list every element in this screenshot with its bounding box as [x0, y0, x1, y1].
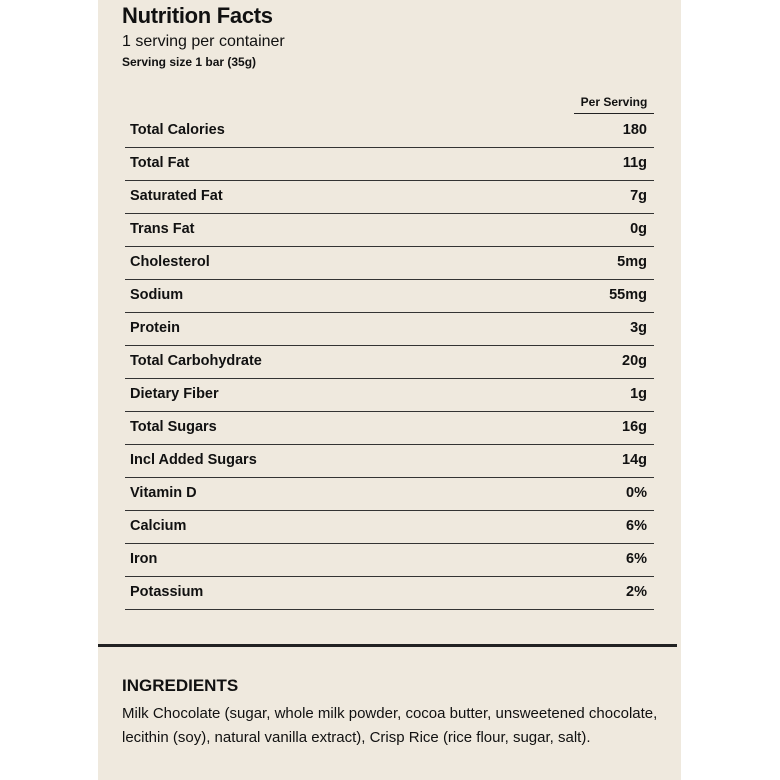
nutrient-row [125, 346, 654, 379]
nutrient-value: 55mg [609, 287, 647, 303]
nutrient-label: Total Calories [130, 122, 225, 138]
nutrient-value: 3g [630, 320, 647, 336]
servings-per-container: 1 serving per container [122, 33, 285, 50]
ingredients-text: Milk Chocolate (sugar, whole milk powder, cocoa butter, unsweetened chocolate, lecithin (soy), natural vanilla extract), Crisp Rice (rice flour, sugar, salt). [122, 705, 658, 746]
nutrient-value: 2% [626, 584, 647, 600]
nutrient-row [125, 115, 654, 148]
nutrient-label: Trans Fat [130, 221, 195, 237]
nutrient-label: Iron [130, 551, 158, 567]
nutrition-panel [98, 0, 681, 780]
nutrient-label: Calcium [130, 518, 187, 534]
nutrition-facts-title: Nutrition Facts [122, 3, 273, 28]
nutrient-table [125, 115, 654, 610]
nutrient-value: 1g [630, 386, 647, 402]
nutrient-row [125, 544, 654, 577]
nutrient-row [125, 280, 654, 313]
nutrient-value: 11g [622, 155, 647, 171]
nutrient-row [125, 445, 654, 478]
nutrient-row [125, 478, 654, 511]
nutrient-value: 6% [626, 551, 647, 567]
nutrient-row [125, 577, 654, 610]
nutrient-label: Total Fat [130, 155, 190, 171]
nutrient-row [125, 379, 654, 412]
nutrient-row [125, 511, 654, 544]
nutrient-label: Protein [130, 320, 180, 336]
nutrient-row [125, 247, 654, 280]
nutrient-row [125, 214, 654, 247]
nutrient-value: 20g [622, 353, 647, 369]
nutrient-value: 6% [626, 518, 647, 534]
nutrient-value: 0% [626, 485, 647, 501]
ingredients-heading: INGREDIENTS [122, 676, 239, 695]
section-divider [98, 644, 677, 647]
nutrient-row [125, 412, 654, 445]
nutrient-value: 16g [622, 419, 647, 435]
nutrient-label: Sodium [130, 287, 184, 303]
serving-size: Serving size 1 bar (35g) [122, 55, 257, 69]
nutrient-value: 7g [630, 188, 647, 204]
per-serving-header: Per Serving [574, 95, 654, 114]
nutrient-value: 5mg [617, 254, 647, 270]
nutrient-row [125, 313, 654, 346]
nutrient-value: 180 [622, 122, 647, 138]
nutrient-label: Vitamin D [130, 485, 197, 501]
nutrient-label: Dietary Fiber [130, 386, 219, 402]
nutrient-label: Cholesterol [130, 254, 210, 270]
nutrient-label: Total Carbohydrate [130, 353, 262, 369]
nutrient-label: Saturated Fat [130, 188, 223, 204]
nutrient-row [125, 181, 654, 214]
nutrient-value: 14g [622, 452, 647, 468]
nutrient-label: Incl Added Sugars [130, 452, 257, 468]
nutrient-label: Potassium [130, 584, 204, 600]
nutrient-value: 0g [630, 221, 647, 237]
nutrient-row [125, 148, 654, 181]
nutrient-label: Total Sugars [130, 419, 217, 435]
